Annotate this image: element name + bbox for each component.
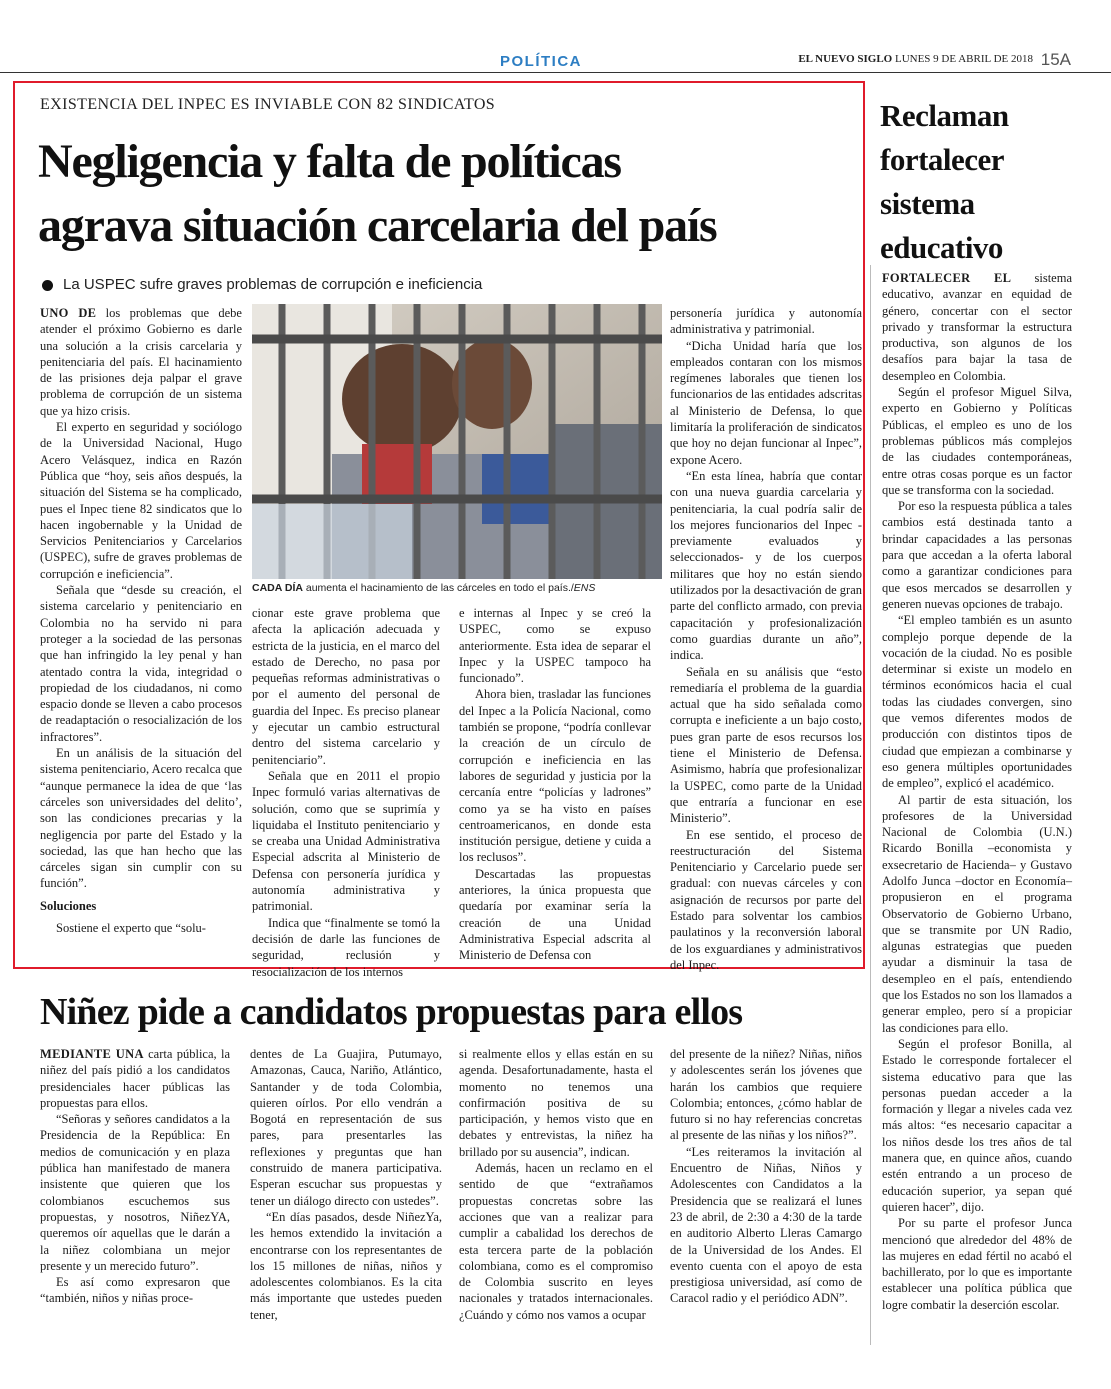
- paragraph: Según el profesor Miguel Silva, experto en Gobierno y Políticas Públicas, el empleo es uno de los problemas públicos más complejos de las ciudades contemporáneas, entre otras cosas porque es un factor que se transforma con la sociedad.: [882, 385, 1072, 497]
- paragraph: “Señoras y señores candidatos a la Presidencia de la República: En medios de comunicación y en plaza pública han manifestado de manera insistente que quieren que los colombianos escuchemos sus propuestas, y nosotros, NiñezYA, queremos oír aquellas que le darán a la niñez colombiana un mejor presente y un merecido futuro”.: [40, 1112, 230, 1273]
- paragraph: En ese sentido, el proceso de reestructuración del Sistema Penitenciario y Carcelario puede ser gradual: con nuevas cárceles y con asignación de recursos por parte del Estado para solventar los cambios paulatinos y la reconversión laboral de los exguardianes y administrativos del Inpec.: [670, 827, 862, 972]
- paragraph: Descartadas las propuestas anteriores, la única propuesta que quedaría por examinar sería la creación de una Unidad Administrativa Especial adscrita al Ministerio de Defensa con: [459, 866, 651, 963]
- article-kicker: EXISTENCIA DEL INPEC ES INVIABLE CON 82 SINDICATOS: [40, 96, 496, 113]
- paragraph: si realmente ellos y ellas están en su agenda. Desafortunadamente, hasta el momento no tenemos una confirmación positiva de su participación, y hemos visto que en debates y entrevistas, la niñez ha brillado por su ausencia”, indican.: [459, 1047, 653, 1159]
- paragraph: cionar este grave problema que afecta la aplicación adecuada y estricta de la justicia, en el marco del estado de Derecho, no pasa por pequeñas reformas administrativas o por el aumento del personal de guardia del Inpec. Es preciso planear y ejecutar un cambio estructural dentro del sistema carcelario y penitenciario”.: [252, 606, 440, 767]
- paragraph: Es así como expresaron que “también, niños y niñas proce-: [40, 1275, 230, 1306]
- section-label: POLÍTICA: [500, 53, 582, 70]
- second-column-3: [459, 1046, 653, 1323]
- paragraph: “El empleo también es un asunto complejo porque depende de la vocación de la ciudad. No es posible determinar si existe un modelo en términos económicos hacia el cual todas las ciudades convergen, sino que vemos diferentes modos de producción con distintos tipos de ciudad que empiezan a combinarse y eso genera múltiples oportunidades de empleo”, explicó el académico.: [882, 613, 1072, 791]
- paragraph: Señala que en 2011 el propio Inpec formuló varias alternativas de solución, como que se suprimía y liquidaba el Instituto penitenciario y se creaba una Unidad Administrativa Especial adscrita al Ministerio de Defensa con personería jurídica y autonomía administrativa y patrimonial.: [252, 768, 440, 914]
- prison-bars-illustration: [252, 304, 662, 579]
- side-article-headline: Reclaman fortalecer sistema educativo: [880, 98, 1009, 265]
- subhead-text: La USPEC sufre graves problemas de corrupción e ineficiencia: [63, 276, 483, 293]
- paragraph: Indica que “finalmente se tomó la decisión de darle las funciones de seguridad, reclusión y resocialización de los internos: [252, 915, 440, 979]
- page-number: 15A: [1040, 50, 1071, 69]
- paragraph: personería jurídica y autonomía administrativa y patrimonial.: [670, 306, 862, 337]
- paragraph: “En esta línea, habría que contar con una nueva guardia carcelaria y penitenciaria, la cual podría salir de los mejores funcionarios del Inpec -previamente evaluados y seleccionados- y de los cuerpos militares que hoy no están siendo utilizados por la desactivación de gran parte del conflicto armado, con previa capacitación y profesionalización como guardias durante un año”, indica.: [670, 468, 862, 663]
- main-column-3: [459, 605, 651, 964]
- second-column-2: [250, 1046, 442, 1323]
- paragraph: El experto en seguridad y sociólogo de la Universidad Nacional, Hugo Acero Velásquez, indica en Razón Pública que “hoy, seis años después, la situación del Sistema se ha complicado, pues el Inpec tiene 82 sindicatos que lo hacen ingobernable y la Unidad de Servicios Penitenciarios y Carcelarios (USPEC), sufre de graves problemas de corrupción e ineficiencia”.: [40, 420, 242, 581]
- caption-lead: CADA DÍA: [252, 582, 303, 594]
- column-divider: [870, 265, 871, 1345]
- paragraph: Ahora bien, trasladar las funciones del Inpec a la Policía Nacional, como también se propone, “podría conllevar la creación de un círculo de corrupción e ineficiencia en las labores de seguridad y justicia por la cercanía entre “policías y ladrones” como ya se ha visto en países centroamericanos, en donde esta institución persigue, detiene y cuida a los reclusos”.: [459, 687, 651, 865]
- prison-photo: [252, 304, 662, 579]
- paragraph: “Dicha Unidad haría que los empleados contaran con los mismos regímenes laborales que tienen los funcionarios de las entidades adscritas al Ministerio de Defensa, lo que limitaría la proliferación de sindicatos que hoy no dejan funcionar al Inpec”, expone Acero.: [670, 338, 862, 467]
- paragraph: e internas al Inpec y se creó la USPEC, como se expuso anteriormente. Esta idea de separar el Inpec y la USPEC tampoco ha funcionado”.: [459, 606, 651, 686]
- paragraph: dentes de La Guajira, Putumayo, Amazonas, Cauca, Nariño, Atlántico, Santander y de toda Colombia, quieren oírlos. Por ello vendrán a Bogotá en representación de sus pares, para presentarles las reflexiones y preguntas que han construido de manera participativa. Esperan escuchar sus propuestas y tener un diálogo directo con ustedes”.: [250, 1047, 442, 1208]
- main-column-2: [252, 605, 440, 980]
- headline-line-2: agrava situación carcelaria del país: [38, 199, 717, 252]
- paper-name: EL NUEVO SIGLO: [798, 53, 893, 65]
- masthead: [798, 53, 1033, 65]
- paragraph: MEDIANTE UNA carta pública, la niñez del país pidió a los candidatos presidenciales hacer públicas las propuestas para ellos.: [40, 1047, 231, 1110]
- second-column-4: [670, 1046, 862, 1307]
- second-article-headline: Niñez pide a candidatos propuestas para ellos: [40, 991, 743, 1033]
- paragraph: Sostiene el experto que “solu-: [56, 920, 206, 935]
- lead-in: FORTALECER EL: [882, 271, 1012, 285]
- paragraph: Al partir de esta situación, los profesores de la Universidad Nacional de Colombia (U.N.) Ricardo Bonilla –economista y exsecretario de Hacienda– y Gustavo Adolfo Junca –doctor en Economía– propusieron en el programa Observatorio de Gobierno Urbano, que se transmite por UN Radio, algunas estrategias que pueden ayudar a disminuir la tasa de desempleo en el país, entendiendo que los Estados no son los llamados a generar empleo, pero sí a propiciar las condiciones para ello.: [882, 792, 1072, 1035]
- header-rule: [0, 72, 1111, 73]
- paragraph: Según el profesor Bonilla, al Estado le corresponde fortalecer el sistema educativo para que las personas puedan acceder a la formación y llegar a niveles cada vez más altos: “es necesario capacitar a los niños desde los tres años de tal manera que, en quince años, cuando estén entrando a un proceso de educación superior, ya sepan qué quieren hacer”, dijo.: [882, 1036, 1072, 1214]
- paragraph: UNO DE los problemas que debe atender el próximo Gobierno es darle una solución a la crisis carcelaria y penitenciaria del país. El hacinamiento de las prisiones deja palpar el grave problema de corrupción de un sistema que ya hizo crisis.: [40, 306, 242, 418]
- paragraph: del presente de la niñez? Niñas, niños y adolescentes serán los jóvenes que harán los cambios que requiere Colombia; entonces, ¿cómo hablar de futuro si no hay referencias concretas al presente de las niñas y los niños?”.: [670, 1047, 862, 1143]
- paragraph: Señala que “desde su creación, el sistema carcelario y penitenciario en Colombia no ha servido ni para proteger a la sociedad de las personas que han infringido la ley penal y han atentado contra la vida, integridad o propiedad de los ciudadanos, ni como espacio donde se lleven a cabo procesos de readaptación o resocialización de los infractores”.: [40, 583, 242, 744]
- paragraph: Por eso la respuesta pública a tales cambios está destinada tanto a brindar capacidades a las personas para que accedan a la oferta laboral como a garantizar condiciones para que esos mercados se desarrollen y generen nuevas opciones de trabajo.: [882, 499, 1072, 611]
- second-column-1: [40, 1046, 230, 1307]
- headline-line-1: Negligencia y falta de políticas: [38, 135, 621, 188]
- paragraph: FORTALECER EL sistema educativo, avanzar en equidad de género, concertar con el sector privado y transformar la estructura productiva, son algunos de los desafíos para bajar la tasa de desempleo en Colombia.: [882, 271, 1072, 383]
- lead-in: MEDIANTE UNA: [40, 1047, 144, 1061]
- bullet-icon: [42, 280, 53, 291]
- photo-credit: ENS: [573, 582, 596, 594]
- paragraph: Por su parte el profesor Junca mencionó que alrededor del 48% de las mujeres en edad fértil no acabó el bachillerato, por lo que es importante establecer una política pública que logre combatir la deserción escolar.: [882, 1216, 1072, 1312]
- article-headline: [38, 130, 858, 258]
- lead-in: UNO DE: [40, 306, 97, 320]
- main-column-1: [40, 305, 242, 936]
- side-article-body: [882, 270, 1072, 1313]
- issue-date: LUNES 9 DE ABRIL DE 2018: [894, 53, 1033, 65]
- paragraph: “Les reiteramos la invitación al Encuentro de Niñas, Niños y Adolescentes con Candidatos a la Presidencia que se realizará el lunes 23 de abril, de 2:30 a 4:30 de la tarde en auditorio Alberto Lleras Camargo de la Universidad de los Andes. El evento cuenta con el apoyo de esta prestigiosa universidad, así como de Caracol radio y el periódico ADN”.: [670, 1144, 862, 1306]
- paragraph: En un análisis de la situación del sistema penitenciario, Acero recalca que “aunque permanece la idea de que ‘las cárceles son universidades del delito’, son las condiciones precarias y la negligencia por parte del Estado y la sociedad, las que han hecho que las cárceles sigan sin cumplir con su función”.: [40, 746, 242, 891]
- section-subhead: Soluciones: [40, 898, 97, 913]
- article-subhead: [42, 276, 482, 293]
- paragraph: Además, hacen un reclamo en el sentido de que “extrañamos propuestas concretas sobre las acciones que van a realizar para cumplir a cabalidad los derechos de esta tercera parte de la población colombiana, como es el compromiso de Colombia suscrito en leyes nacionales y tratados internacionales. ¿Cuándo y cómo nos vamos a ocupar: [459, 1161, 653, 1322]
- paragraph: “En días pasados, desde NiñezYa, les hemos extendido la invitación a encontrarse con los representantes de los 15 millones de niñas, niños y adolescentes colombianos. Es la cita más importante que ustedes pueden tener,: [250, 1209, 442, 1322]
- main-column-4: [670, 305, 862, 973]
- paragraph: Señala en su análisis que “esto remediaría el problema de la guardia actual que ha sido señalada como corrupta e ineficiente a un bajo costo, pues gran parte de esos recursos los tiene el Ministerio de Defensa. Asimismo, habría que profesionalizar la USPEC, como parte de la Unidad que entraría a funcionar en ese Ministerio”.: [670, 664, 862, 826]
- photo-caption: CADA DÍA aumenta el hacinamiento de las cárceles en todo el país./ENS: [252, 582, 596, 594]
